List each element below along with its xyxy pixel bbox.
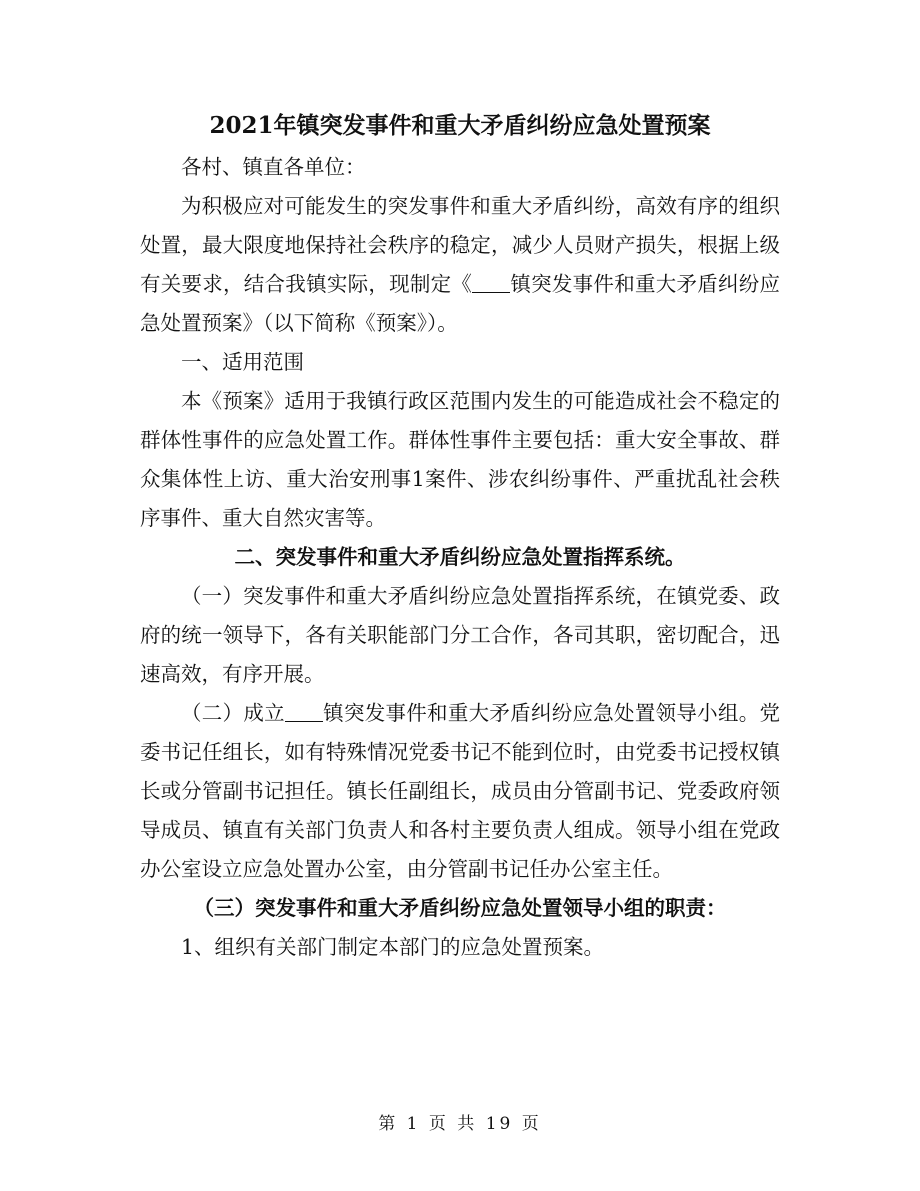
blank-underline xyxy=(472,270,510,293)
section2-heading: 二、突发事件和重大矛盾纠纷应急处置指挥系统。 xyxy=(234,545,686,569)
section1-heading: 一、适用范围 xyxy=(181,350,304,374)
section2-p2-part2: 镇突发事件和重大矛盾纠纷应急处置领导小组。党委书记任组长，如有特殊情况党委书记不能到位时，由党委书记授权镇长或分管副书记担任。镇长任副组长，成员由分管副书记、党委政府领导成员、镇直有关部门负责人和各村主要负责人组成。领导小组在党政办公室设立应急处置办公室，由分管副书记任办公室主任。 xyxy=(140,701,781,881)
section2-subheading-3: （三）突发事件和重大矛盾纠纷应急处置领导小组的职责： xyxy=(193,896,727,920)
section1-body: 本《预案》适用于我镇行政区范围内发生的可能造成社会不稳定的群体性事件的应急处置工作。群体性事件主要包括：重大安全事故、群众集体性上访、重大治安刑事1案件、涉农纠纷事件、严重扰乱社会秩序事件、重大自然灾害等。 xyxy=(140,389,780,530)
intro-text-part2: 镇突发事件和重大矛盾纠纷应急处置预案》（以下简称《预案》）。 xyxy=(140,272,781,335)
document-title: 2021年镇突发事件和重大矛盾纠纷应急处置预案 xyxy=(209,112,711,139)
blank-underline xyxy=(285,699,323,722)
section2-paragraph-2 xyxy=(140,694,780,889)
salutation: 各村、镇直各单位： xyxy=(181,155,366,179)
section2-paragraph-1: （一）突发事件和重大矛盾纠纷应急处置指挥系统，在镇党委、政府的统一领导下，各有关职能部门分工合作，各司其职，密切配合，迅速高效，有序开展。 xyxy=(140,584,780,686)
section2-p2-part1: （二）成立 xyxy=(181,701,285,725)
intro-paragraph xyxy=(140,187,780,343)
list-item-1: 1、组织有关部门制定本部门的应急处置预案。 xyxy=(181,935,605,959)
page-footer: 第 1 页 共 19 页 xyxy=(378,1114,542,1134)
intro-text-part1: 为积极应对可能发生的突发事件和重大矛盾纠纷，高效有序的组织处置，最大限度地保持社会秩序的稳定，减少人员财产损失，根据上级有关要求，结合我镇实际，现制定《 xyxy=(140,194,780,296)
document-body xyxy=(140,148,780,967)
